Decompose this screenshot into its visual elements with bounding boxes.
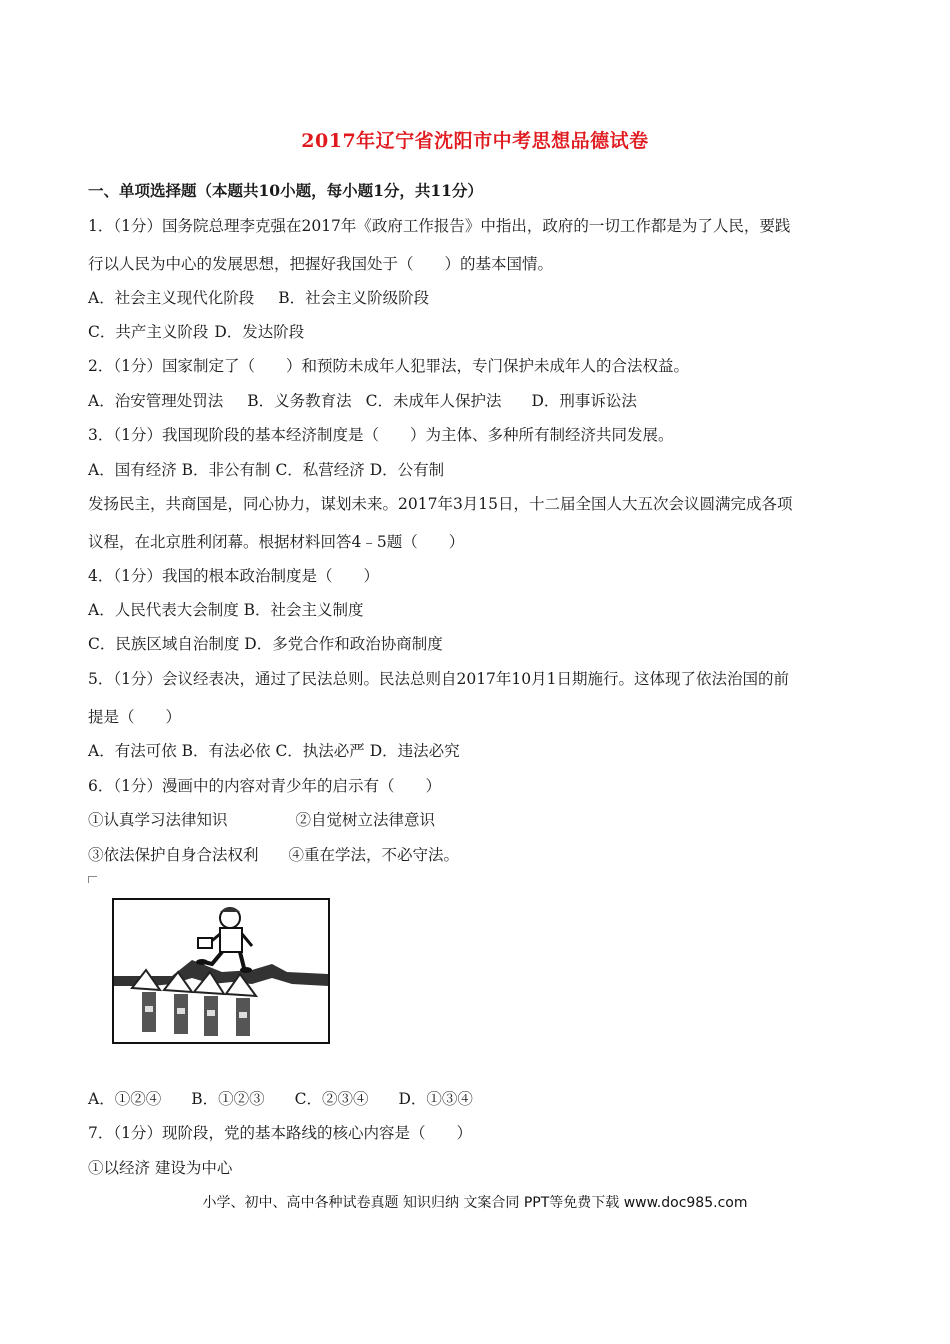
q7-statement-1: ①以经济 建设为中心 — [88, 1159, 233, 1177]
q3-options: A．国有经济 B．非公有制 C．私营经济 D．公有制 — [88, 461, 445, 479]
q1-options-row1 — [88, 288, 429, 308]
image-anchor-mark — [88, 876, 97, 883]
q6-statement-2: ②自觉树立法律意识 — [295, 811, 436, 829]
q1-stem-line1: 1．（1分）国务院总理李克强在2017年《政府工作报告》中指出，政府的一切工作都是为了人民，要践 — [88, 217, 791, 235]
section-heading: 一、单项选择题（本题共10小题，每小题1分，共11分） — [88, 181, 483, 200]
q2-option-c: C．未成年人保护法 — [365, 392, 502, 410]
q6-statements-row2 — [88, 845, 459, 865]
page-title: 2017年辽宁省沈阳市中考思想品德试卷 — [301, 130, 649, 152]
q6-cartoon-image — [112, 898, 330, 1044]
q1-option-d: D．发达阶段 — [214, 323, 305, 341]
material-line2: 议程，在北京胜利闭幕。根据材料回答4﹣5题（ ） — [88, 533, 465, 551]
q6-options — [88, 1089, 473, 1109]
q4-options-row2: C．民族区域自治制度 D．多党合作和政治协商制度 — [88, 635, 443, 653]
q1-stem-line2: 行以人民为中心的发展思想，把握好我国处于（ ）的基本国情。 — [88, 255, 554, 273]
q5-stem-line1: 5．（1分）会议经表决，通过了民法总则。民法总则自2017年10月1日期施行。这体现了依法治国的前 — [88, 670, 790, 688]
q6-statement-1: ①认真学习法律知识 — [88, 811, 228, 829]
q4-stem: 4．（1分）我国的根本政治制度是（ ） — [88, 567, 379, 585]
q6-option-d: D．①③④ — [398, 1090, 473, 1108]
q2-options — [88, 391, 637, 411]
q5-stem-line2: 提是（ ） — [88, 708, 182, 726]
q1-option-c: C．共产主义阶段 — [88, 323, 209, 341]
q2-stem: 2．（1分）国家制定了（ ）和预防未成年人犯罪法，专门保护未成年人的合法权益。 — [88, 357, 689, 375]
q6-statement-3: ③依法保护自身合法权利 — [88, 846, 259, 864]
material-line1: 发扬民主，共商国是，同心协力，谋划未来。2017年3月15日，十二届全国人大五次会议圆满完成各项 — [88, 495, 793, 513]
q6-statement-4: ④重在学法，不必守法。 — [288, 846, 460, 864]
q2-option-b: B．义务教育法 — [247, 392, 352, 410]
q6-option-a: A．①②④ — [88, 1090, 162, 1108]
q6-statements-row1 — [88, 810, 435, 830]
q6-stem: 6．（1分）漫画中的内容对青少年的启示有（ ） — [88, 777, 441, 795]
page-footer: 小学、初中、高中各种试卷真题 知识归纳 文案合同 PPT等免费下载 www.doc985.com — [202, 1195, 748, 1211]
q1-option-b: B．社会主义阶级阶段 — [278, 289, 430, 307]
q6-option-c: C．②③④ — [294, 1090, 369, 1108]
q2-option-d: D．刑事诉讼法 — [531, 392, 637, 410]
q4-options-row1: A．人民代表大会制度 B．社会主义制度 — [88, 601, 364, 619]
q6-option-b: B．①②③ — [191, 1090, 265, 1108]
q5-options: A．有法可依 B．有法必依 C．执法必严 D．违法必究 — [88, 742, 460, 760]
q3-stem: 3．（1分）我国现阶段的基本经济制度是（ ）为主体、多种所有制经济共同发展。 — [88, 426, 674, 444]
q7-stem: 7．（1分）现阶段，党的基本路线的核心内容是（ ） — [88, 1124, 472, 1142]
q2-option-a: A．治安管理处罚法 — [88, 392, 224, 410]
q1-options-row2 — [88, 322, 304, 342]
q1-option-a: A．社会主义现代化阶段 — [88, 289, 255, 307]
